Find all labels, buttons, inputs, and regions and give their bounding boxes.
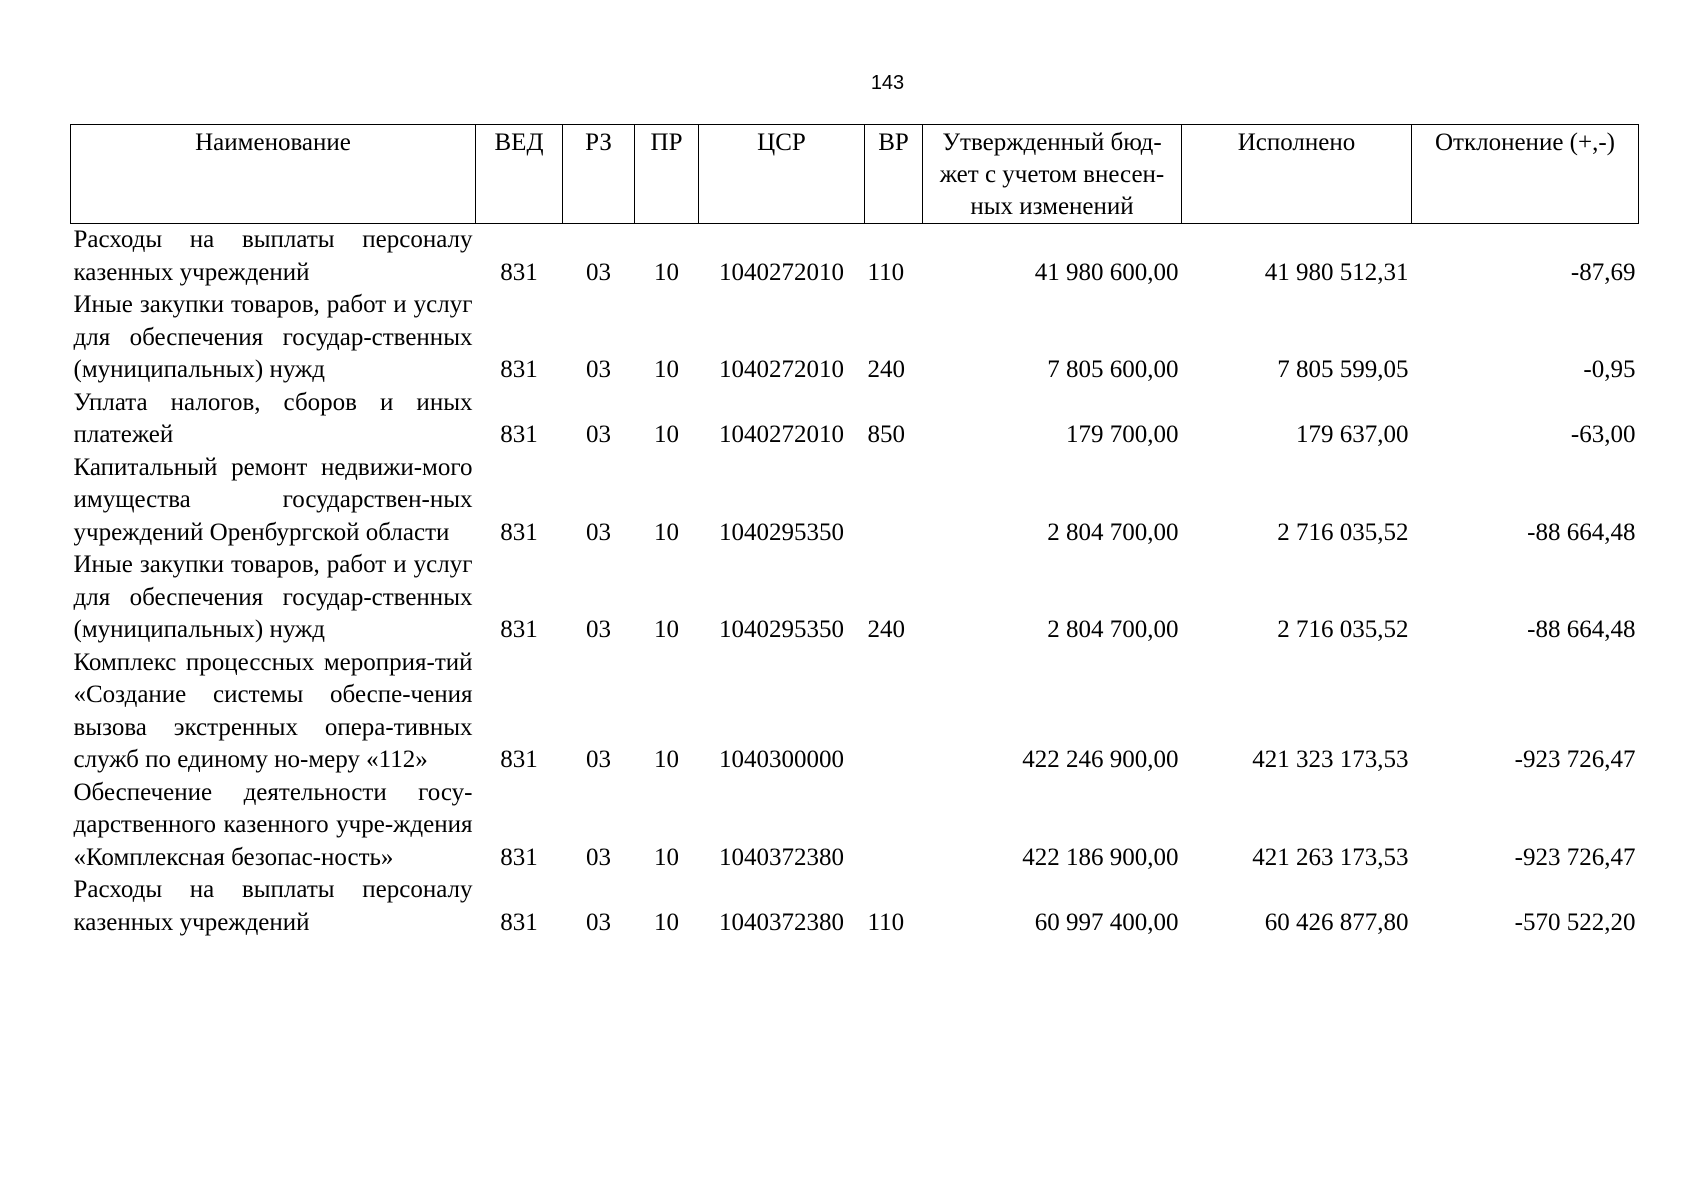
table-row (71, 777, 1639, 875)
row-pr: 10 (654, 746, 679, 773)
row-executed: 60 426 877,80 (1264, 908, 1409, 936)
row-approved: 2 804 700,00 (1047, 616, 1179, 643)
row-approved: 7 805 600,00 (1047, 356, 1179, 383)
header-pr: ПР (635, 125, 699, 224)
row-csr: 1040272010 (719, 421, 844, 448)
row-pr: 10 (654, 908, 679, 936)
row-ved: 831 (500, 258, 538, 286)
row-deviation: -0,95 (1583, 356, 1636, 383)
row-ved: 831 (500, 746, 538, 773)
table-row (71, 874, 1639, 939)
header-csr: ЦСР (699, 125, 865, 224)
row-approved: 422 186 900,00 (1022, 843, 1179, 871)
row-pr: 10 (654, 421, 679, 448)
header-vr: ВР (865, 125, 923, 224)
row-approved: 2 804 700,00 (1047, 518, 1179, 546)
row-csr: 1040272010 (719, 356, 844, 383)
row-executed: 2 716 035,52 (1277, 616, 1409, 643)
row-pr: 10 (654, 356, 679, 383)
table-body (71, 224, 1639, 940)
row-executed: 179 637,00 (1296, 421, 1409, 448)
table-row (71, 289, 1639, 387)
row-executed: 41 980 512,31 (1264, 258, 1409, 286)
row-vr: 110 (867, 258, 905, 286)
row-name: Иные закупки товаров, работ и услуг для обеспечения государ-ственных (муниципальных) нужд (73, 291, 473, 383)
page-number: 143 (870, 72, 905, 94)
row-rz: 03 (586, 421, 611, 448)
row-pr: 10 (654, 616, 679, 643)
row-pr: 10 (654, 518, 679, 546)
row-name: Расходы на выплаты персоналу казенных учреждений (73, 876, 473, 936)
row-pr: 10 (654, 258, 679, 286)
row-csr: 1040272010 (719, 258, 844, 286)
row-approved: 60 997 400,00 (1034, 908, 1179, 936)
row-name: Уплата налогов, сборов и иных платежей (73, 388, 473, 448)
row-executed: 421 323 173,53 (1252, 746, 1409, 773)
row-deviation: -923 726,47 (1514, 746, 1636, 773)
row-vr: 850 (867, 421, 905, 448)
row-csr: 1040300000 (719, 746, 844, 773)
row-approved: 179 700,00 (1066, 421, 1179, 448)
row-deviation: -923 726,47 (1514, 843, 1636, 871)
row-executed: 421 263 173,53 (1252, 843, 1409, 871)
row-vr: 240 (867, 616, 905, 643)
table-row (71, 452, 1639, 550)
row-name: Капитальный ремонт недвижи-мого имущества государствен-ных учреждений Оренбургской области (73, 453, 473, 546)
table-row (71, 224, 1639, 290)
header-executed: Исполнено (1182, 125, 1412, 224)
row-ved: 831 (500, 843, 538, 871)
row-ved: 831 (500, 616, 538, 643)
header-name: Наименование (71, 125, 476, 224)
header-ved: ВЕД (476, 125, 563, 224)
row-executed: 7 805 599,05 (1277, 356, 1409, 383)
row-name: Обеспечение деятельности госу-дарственного казенного учре-ждения «Комплексная безопас-ность» (73, 778, 473, 871)
header-rz: РЗ (563, 125, 635, 224)
row-vr: 110 (867, 908, 905, 936)
row-deviation: -87,69 (1570, 258, 1636, 286)
row-rz: 03 (586, 908, 611, 936)
row-csr: 1040295350 (719, 616, 844, 643)
header-approved: Утвержденный бюд-жет с учетом внесен-ных изменений (923, 125, 1182, 224)
row-vr (865, 647, 923, 777)
row-ved: 831 (500, 518, 538, 546)
row-vr (865, 452, 923, 550)
row-rz: 03 (586, 746, 611, 773)
row-ved: 831 (500, 356, 538, 383)
row-approved: 41 980 600,00 (1034, 258, 1179, 286)
table-row (71, 387, 1639, 452)
row-approved: 422 246 900,00 (1022, 746, 1179, 773)
row-pr: 10 (654, 843, 679, 871)
row-deviation: -63,00 (1570, 421, 1636, 448)
row-name: Иные закупки товаров, работ и услуг для обеспечения государ-ственных (муниципальных) нужд (73, 551, 473, 643)
row-rz: 03 (586, 356, 611, 383)
row-csr: 1040372380 (719, 908, 844, 936)
row-rz: 03 (586, 843, 611, 871)
table-row (71, 647, 1639, 777)
row-executed: 2 716 035,52 (1277, 518, 1409, 546)
row-csr: 1040295350 (719, 518, 844, 546)
row-deviation: -88 664,48 (1527, 616, 1636, 643)
budget-table (70, 124, 1639, 939)
row-csr: 1040372380 (719, 843, 844, 871)
row-rz: 03 (586, 258, 611, 286)
row-name: Расходы на выплаты персоналу казенных учреждений (73, 226, 473, 286)
row-vr: 240 (867, 356, 905, 383)
row-deviation: -570 522,20 (1514, 908, 1636, 936)
row-rz: 03 (586, 616, 611, 643)
row-rz: 03 (586, 518, 611, 546)
row-ved: 831 (500, 908, 538, 936)
table-header (71, 125, 1639, 224)
row-vr (865, 777, 923, 875)
row-deviation: -88 664,48 (1527, 518, 1636, 546)
table-row (71, 549, 1639, 647)
row-name: Комплекс процессных мероприя-тий «Создание системы обеспе-чения вызова экстренных опера-тивных служб по единому но-меру «112» (73, 648, 473, 773)
header-deviation: Отклонение (+,-) (1412, 125, 1639, 224)
row-ved: 831 (500, 421, 538, 448)
